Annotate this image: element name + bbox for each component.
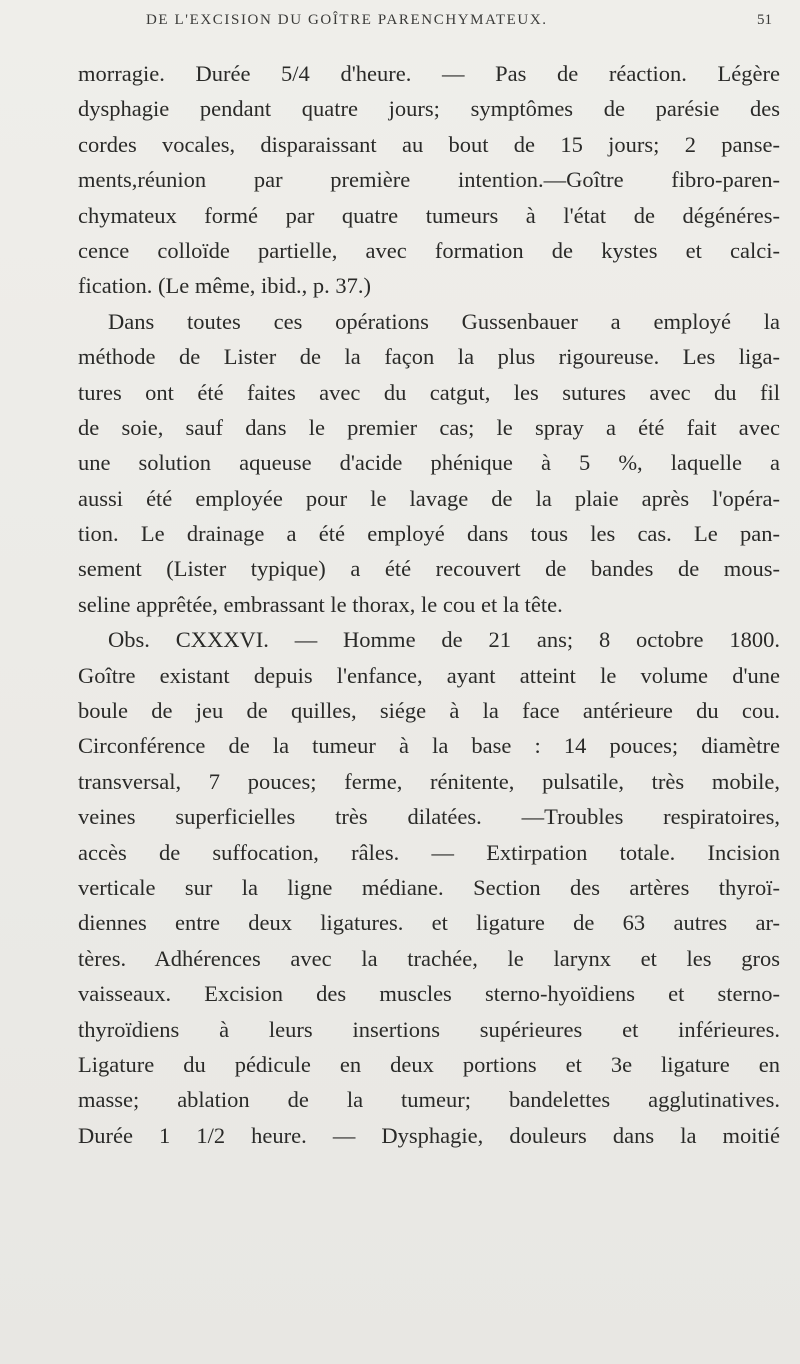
text-line: veines superficielles très dilatées. —Troubles respiratoires, [78, 804, 780, 830]
running-head-title: DE L'EXCISION DU GOÎTRE PARENCHYMATEUX. [146, 12, 548, 28]
text-line: fication. (Le même, ibid., p. 37.) [78, 273, 372, 299]
text-line: tion. Le drainage a été employé dans tous les cas. Le pan- [78, 521, 780, 547]
text-line: accès de suffocation, râles. — Extirpation totale. Incision [78, 839, 780, 865]
text-line: de soie, sauf dans le premier cas; le spray a été fait avec [78, 414, 780, 440]
text-line: tures ont été faites avec du catgut, les sutures avec du fil [78, 379, 780, 405]
text-line: chymateux formé par quatre tumeurs à l'état de dégénéres- [78, 202, 780, 228]
text-line: boule de jeu de quilles, siége à la face antérieure du cou. [78, 698, 780, 724]
text-line: vaisseaux. Excision des muscles sterno-hyoïdiens et sterno- [78, 981, 780, 1007]
text-line: tères. Adhérences avec la trachée, le larynx et les gros [78, 945, 780, 971]
text-line: une solution aqueuse d'acide phénique à 5 %, laquelle a [78, 450, 780, 476]
body-text [78, 56, 780, 1153]
text-line: Circonférence de la tumeur à la base : 14 pouces; diamètre [78, 733, 780, 759]
text-line: sement (Lister typique) a été recouvert de bandes de mous- [78, 556, 780, 582]
text-line: seline apprêtée, embrassant le thorax, le cou et la tête. [78, 591, 563, 617]
text-line: Goître existant depuis l'enfance, ayant atteint le volume d'une [78, 662, 780, 688]
text-line: morragie. Durée 5/4 d'heure. — Pas de réaction. Légère [78, 61, 780, 86]
text-line: ments,réunion par première intention.—Goître fibro-paren- [78, 167, 780, 193]
text-line: thyroïdiens à leurs insertions supérieures et inférieures. [78, 1016, 780, 1042]
text-line: Durée 1 1/2 heure. — Dysphagie, douleurs dans la moitié [78, 1122, 780, 1148]
text-line: Dans toutes ces opérations Gussenbauer a employé la [108, 308, 780, 334]
running-head [92, 12, 772, 34]
text-line: dysphagie pendant quatre jours; symptômes de parésie des [78, 96, 780, 122]
text-line: diennes entre deux ligatures. et ligature de 63 autres ar- [78, 910, 780, 936]
text-line: Obs. CXXXVI. — Homme de 21 ans; 8 octobre 1800. [108, 627, 780, 653]
text-line: méthode de Lister de la façon la plus rigoureuse. Les liga- [78, 344, 780, 370]
text-line: verticale sur la ligne médiane. Section des artères thyroï- [78, 874, 780, 900]
page-number: 51 [757, 12, 772, 28]
text-line: masse; ablation de la tumeur; bandelettes agglutinatives. [78, 1087, 780, 1113]
text-line: Ligature du pédicule en deux portions et 3e ligature en [78, 1051, 780, 1077]
text-line: aussi été employée pour le lavage de la plaie après l'opéra- [78, 485, 780, 511]
text-line: cence colloïde partielle, avec formation de kystes et calci- [78, 237, 780, 263]
text-line: cordes vocales, disparaissant au bout de 15 jours; 2 panse- [78, 131, 780, 157]
text-line: transversal, 7 pouces; ferme, rénitente, pulsatile, très mobile, [78, 768, 780, 794]
